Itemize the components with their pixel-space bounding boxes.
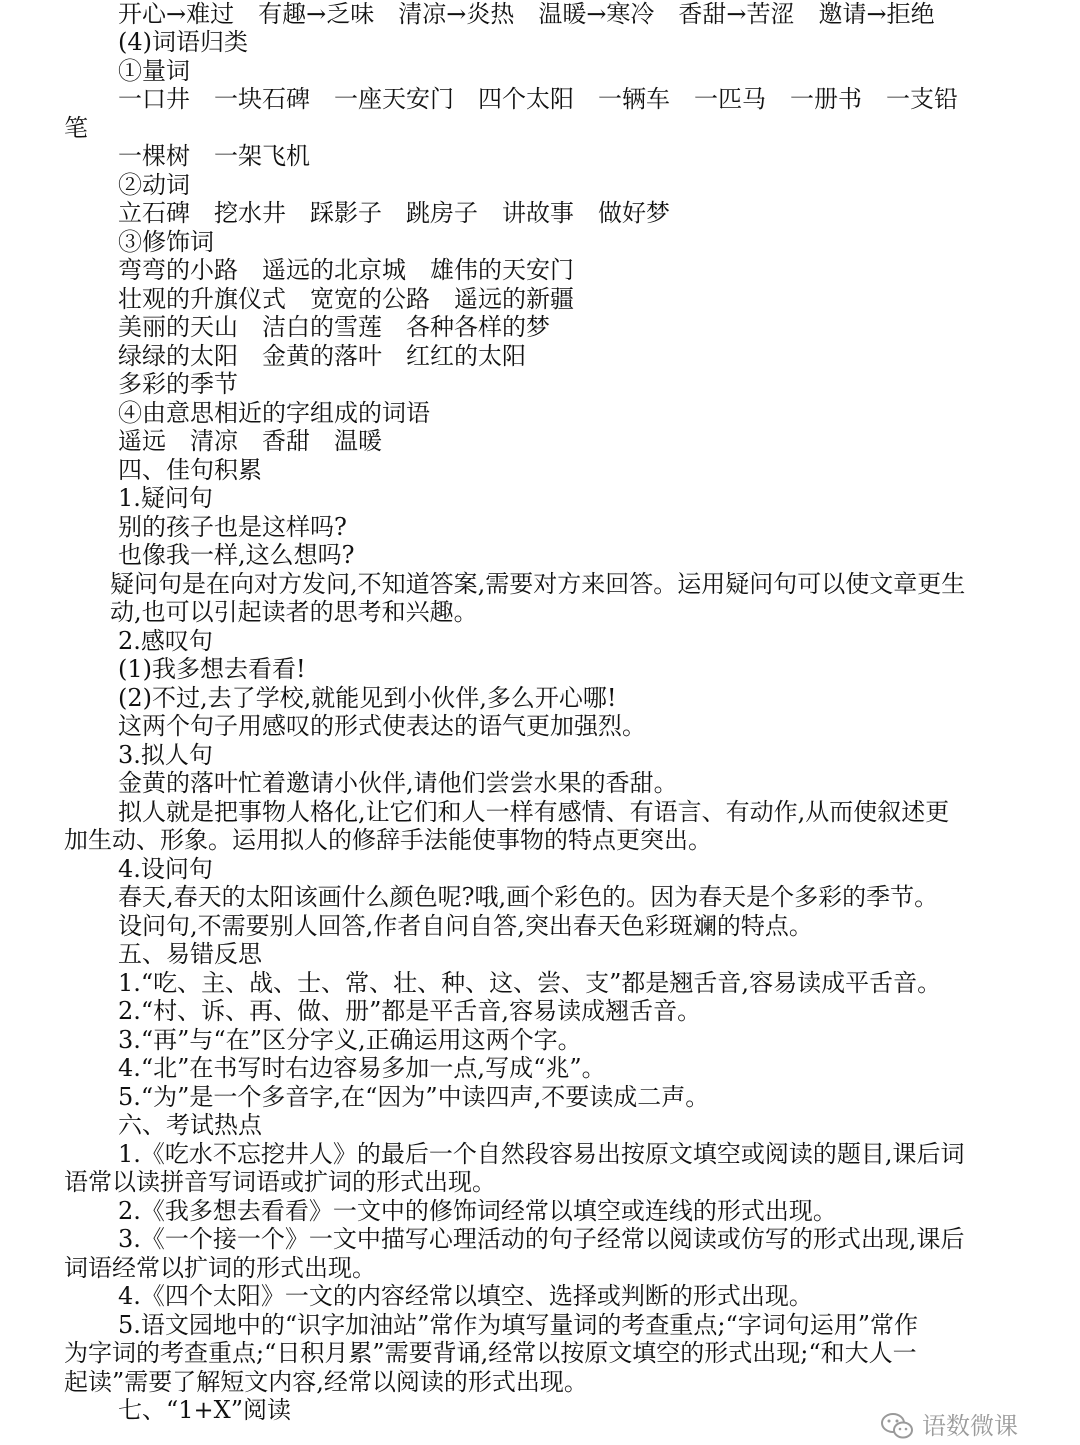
section-heading: 五、易错反思: [118, 940, 262, 968]
text-line: 1.疑问句: [118, 484, 213, 512]
text-line: 一棵树 一架飞机: [118, 142, 310, 170]
text-line: 绿绿的太阳 金黄的落叶 红红的太阳: [118, 342, 526, 370]
text-line: ②动词: [118, 171, 190, 199]
section-heading: 七、“1+X”阅读: [118, 1396, 292, 1424]
text-line: 开心→难过 有趣→乏味 清凉→炎热 温暖→寒冷 香甜→苦涩 邀请→拒绝: [118, 0, 935, 28]
text-line: 笔: [64, 114, 88, 142]
text-line: 设问句,不需要别人回答,作者自问自答,突出春天色彩斑斓的特点。: [118, 912, 813, 940]
text-line: 4.设问句: [118, 855, 213, 883]
text-line: (2)不过,去了学校,就能见到小伙伴,多么开心哪!: [118, 684, 617, 712]
text-line: 别的孩子也是这样吗?: [118, 513, 347, 541]
text-line: 疑问句是在向对方发问,不知道答案,需要对方来回答。运用疑问句可以使文章更生: [110, 570, 966, 598]
text-line: 语常以读拼音写词语或扩词的形式出现。: [64, 1168, 496, 1196]
text-line: 一口井 一块石碑 一座天安门 四个太阳 一辆车 一匹马 一册书 一支铅: [118, 85, 958, 113]
text-line: 3.拟人句: [118, 741, 213, 769]
text-line: ③修饰词: [118, 228, 214, 256]
text-line: 1.《吃水不忘挖井人》的最后一个自然段容易出按原文填空或阅读的题目,课后词: [118, 1140, 965, 1168]
text-line: 美丽的天山 洁白的雪莲 各种各样的梦: [118, 313, 550, 341]
text-line: ④由意思相近的字组成的词语: [118, 399, 430, 427]
text-line: 2.“村、诉、再、做、册”都是平舌音,容易读成翘舌音。: [118, 997, 702, 1025]
text-line: (1)我多想去看看!: [118, 655, 306, 683]
text-line: 为字词的考查重点;“日积月累”需要背诵,经常以按原文填空的形式出现;“和大人一: [64, 1339, 917, 1367]
text-line: 起读”需要了解短文内容,经常以阅读的形式出现。: [64, 1368, 588, 1396]
wechat-icon: [880, 1412, 914, 1440]
text-line: 动,也可以引起读者的思考和兴趣。: [110, 598, 478, 626]
watermark: [880, 1410, 1018, 1442]
text-line: ①量词: [118, 57, 190, 85]
watermark-text: 语数微课: [922, 1411, 1018, 1440]
text-line: 5.“为”是一个多音字,在“因为”中读四声,不要读成二声。: [118, 1083, 710, 1111]
text-line: 金黄的落叶忙着邀请小伙伴,请他们尝尝水果的香甜。: [118, 769, 678, 797]
text-line: 立石碑 挖水井 踩影子 跳房子 讲故事 做好梦: [118, 199, 670, 227]
text-line: 4.“北”在书写时右边容易多加一点,写成“兆”。: [118, 1054, 606, 1082]
text-line: 拟人就是把事物人格化,让它们和人一样有感情、有语言、有动作,从而使叙述更: [118, 798, 950, 826]
section-heading: 六、考试热点: [118, 1111, 262, 1139]
text-line: 5.语文园地中的“识字加油站”常作为填写量词的考查重点;“字词句运用”常作: [118, 1311, 919, 1339]
text-line: 3.《一个接一个》一文中描写心理活动的句子经常以阅读或仿写的形式出现,课后: [118, 1225, 965, 1253]
text-line: 春天,春天的太阳该画什么颜色呢?哦,画个彩色的。因为春天是个多彩的季节。: [118, 883, 939, 911]
text-line: 加生动、形象。运用拟人的修辞手法能使事物的特点更突出。: [64, 826, 712, 854]
text-line: 词语经常以扩词的形式出现。: [64, 1254, 376, 1282]
text-line: 1.“吃、主、战、士、常、壮、种、这、尝、支”都是翘舌音,容易读成平舌音。: [118, 969, 942, 997]
text-line: 3.“再”与“在”区分字义,正确运用这两个字。: [118, 1026, 582, 1054]
text-line: (4)词语归类: [118, 28, 248, 56]
text-line: 2.感叹句: [118, 627, 213, 655]
text-line: 2.《我多想去看看》一文中的修饰词经常以填空或连线的形式出现。: [118, 1197, 837, 1225]
text-line: 多彩的季节: [118, 370, 238, 398]
section-heading: 四、佳句积累: [118, 456, 262, 484]
text-line: 4.《四个太阳》一文的内容经常以填空、选择或判断的形式出现。: [118, 1282, 813, 1310]
text-line: 遥远 清凉 香甜 温暖: [118, 427, 382, 455]
text-line: 这两个句子用感叹的形式使表达的语气更加强烈。: [118, 712, 646, 740]
text-line: 弯弯的小路 遥远的北京城 雄伟的天安门: [118, 256, 574, 284]
text-line: 也像我一样,这么想吗?: [118, 541, 355, 569]
text-line: 壮观的升旗仪式 宽宽的公路 遥远的新疆: [118, 285, 574, 313]
